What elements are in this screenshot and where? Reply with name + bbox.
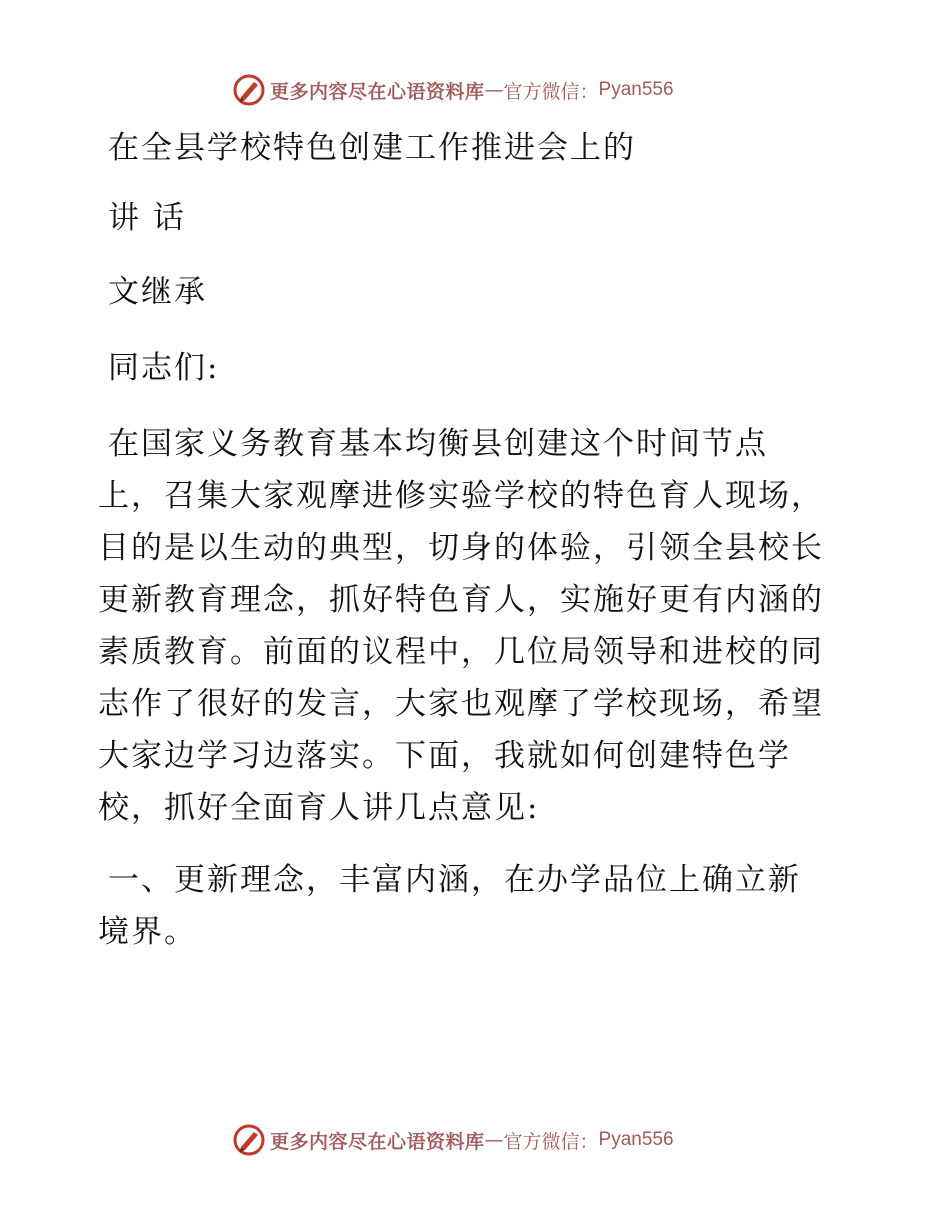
section-heading-1 (98, 854, 858, 958)
watermark-separator: — (484, 79, 504, 101)
watermark-wechat-label: 官方微信： (503, 80, 599, 103)
author-name: 文继承 (108, 274, 207, 310)
paragraph-line: 在国家义务教育基本均衡县创建这个时间节点 (108, 426, 768, 462)
footer-watermark (0, 1120, 950, 1160)
watermark-group (232, 1120, 674, 1160)
pen-logo-icon (232, 73, 266, 107)
paragraph-line: 校，抓好全面育人讲几点意见: (98, 790, 540, 826)
paragraph-line: 志作了很好的发言，大家也观摩了学校现场，希望 (98, 686, 824, 722)
watermark-text: 更多内容尽在心语资料库 (270, 1130, 485, 1153)
title-line-1: 在全县学校特色创建工作推进会上的 (108, 130, 636, 166)
paragraph-line: 素质教育。前面的议程中，几位局领导和进校的同 (98, 634, 824, 670)
header-watermark (0, 70, 950, 110)
pen-logo-icon (232, 1123, 266, 1157)
section-line: 一、更新理念，丰富内涵，在办学品位上确立新 (108, 862, 801, 898)
paragraph-line: 更新教育理念，抓好特色育人，实施好更有内涵的 (98, 582, 824, 618)
document-body (98, 122, 858, 958)
watermark-separator: — (484, 1129, 504, 1151)
title-line-2: 讲 话 (108, 200, 186, 236)
paragraph-line: 目的是以生动的典型，切身的体验，引领全县校长 (98, 530, 824, 566)
greeting: 同志们: (108, 350, 220, 386)
watermark-group (232, 70, 674, 110)
watermark-wechat-label: 官方微信： (503, 1130, 599, 1153)
watermark-wechat-id: Pyan556 (598, 79, 674, 100)
section-line: 境界。 (98, 914, 197, 950)
paragraph-line: 上，召集大家观摩进修实验学校的特色育人现场， (98, 478, 824, 514)
watermark-wechat-id: Pyan556 (598, 1129, 674, 1150)
watermark-text: 更多内容尽在心语资料库 (270, 80, 485, 103)
paragraph-1 (98, 418, 858, 834)
paragraph-line: 大家边学习边落实。下面，我就如何创建特色学 (98, 738, 791, 774)
